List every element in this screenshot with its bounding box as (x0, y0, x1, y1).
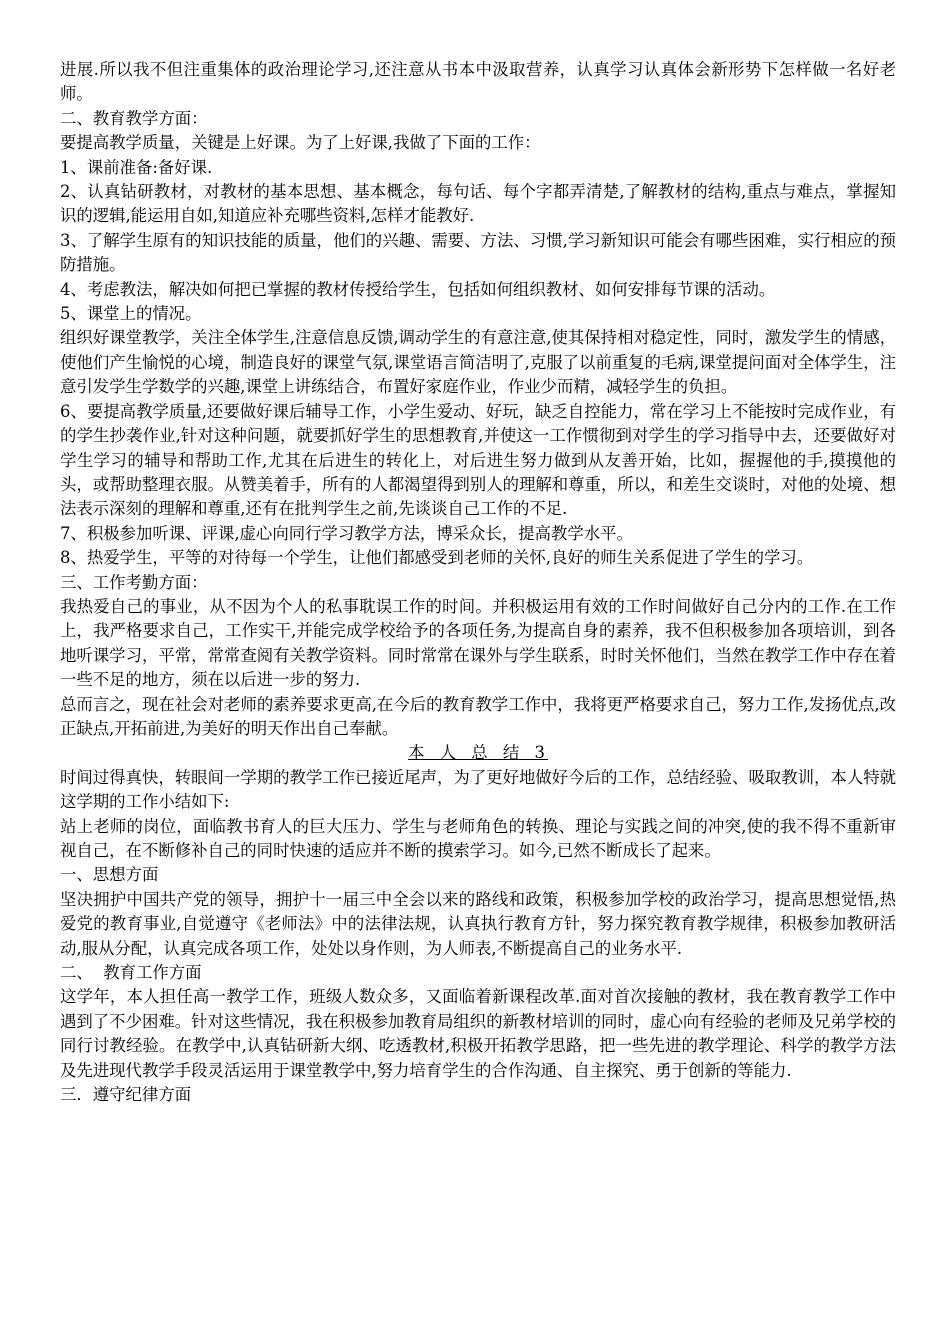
list-item-2: 2、认真钻研教材，对教材的基本思想、基本概念，每句话、每个字都弄清楚,了解教材的结构,重点与难点，掌握知识的逻辑,能运用自如,知道应补充哪些资料,怎样才能教好. (60, 182, 896, 226)
heading-attendance: 三、工作考勤方面： (60, 572, 208, 592)
paragraph-education-work: 这学年，本人担任高一教学工作，班级人数众多，又面临着新课程改革.面对首次接触的教材，我在教育教学工作中遇到了不少困难。针对这些情况，我在积极参加教育局组织的新教材培训的同时，虚心向有经验的老师及兄弟学校的同行讨教经验。在教学中,认真钻研新大纲、吃透教材,积极开拓教学思路，把一些先进的教学理论、科学的教学方法及先进现代教学手段灵活运用于课堂教学中,努力培育学生的合作沟通、自主探究、勇于创新的等能力. (60, 987, 896, 1080)
list-item-6: 6、要提高教学质量,还要做好课后辅导工作，小学生爱动、好玩，缺乏自控能力，常在学习上不能按时完成作业，有的学生抄袭作业,针对这种问题，就要抓好学生的思想教育,并使这一工作惯彻到对学生的学习指导中去，还要做好对学生学习的辅导和帮助工作,尤其在后进生的转化上，对后进生努力做到从友善开始，比如，握握他的手,摸摸他的头，或帮助整理衣服。从赞美着手，所有的人都渴望得到别人的理解和尊重，所以，和差生交谈时，对他的处境、想法表示深刻的理解和尊重,还有在批判学生之前,先谈谈自己工作的不足. (60, 401, 896, 519)
paragraph-teaching-intro: 要提高教学质量，关键是上好课。为了上好课,我做了下面的工作： (60, 133, 541, 153)
paragraph-intro-continuation: 进展.所以我不但注重集体的政治理论学习,还注意从书本中汲取营养，认真学习认真体会新形势下怎样做一名好老师。 (60, 60, 896, 104)
list-item-7: 7、积极参加听课、评课,虚心向同行学习教学方法，博采众长，提高教学水平。 (60, 523, 633, 543)
paragraph-ideology: 坚决拥护中国共产党的领导，拥护十一届三中全会以来的路线和政策，积极参加学校的政治学习，提高思想觉悟,热爱党的教育事业,自觉遵守《老师法》中的法律法规，认真执行教育方针，努力探究教育教学规律，积极参加教研活动,服从分配，认真完成各项工作，处处以身作则，为人师表,不断提高自己的业务水平. (60, 889, 896, 958)
heading-teaching: 二、教育教学方面： (60, 108, 208, 128)
heading-education-work: 二、 教育工作方面 (60, 963, 202, 983)
paragraph-summary-intro: 时间过得真快，转眼间一学期的教学工作已接近尾声，为了更好地做好今后的工作，总结经验、吸取教训，本人特就这学期的工作小结如下: (60, 767, 896, 812)
heading-discipline: 三．遵守纪律方面 (60, 1085, 192, 1105)
list-item-3: 3、了解学生原有的知识技能的质量，他们的兴趣、需要、方法、习惯,学习新知识可能会有哪些困难，实行相应的预防措施。 (60, 230, 896, 275)
list-item-4: 4、考虑教法，解决如何把已掌握的教材传授给学生，包括如何组织教材、如何安排每节课的活动。 (60, 279, 776, 299)
paragraph-summary-growth: 站上老师的岗位，面临教书育人的巨大压力、学生与老师角色的转换、理论与实践之间的冲突,使的我不得不重新审视自己，在不断修补自己的同时快速的适应并不断的摸索学习。如今,已然不断成长了起来。 (60, 816, 896, 860)
list-item-8: 8、热爱学生，平等的对待每一个学生，让他们都感受到老师的关怀,良好的师生关系促进了学生的学习。 (60, 548, 814, 568)
section-title: 本 人 总 结 3 (408, 743, 548, 763)
paragraph-classroom: 组织好课堂教学，关注全体学生,注意信息反馈,调动学生的有意注意,使其保持相对稳定性，同时，激发学生的情感，使他们产生愉悦的心境，制造良好的课堂气氛,课堂语言简洁明了,克服了以前重复的毛病,课堂提问面对全体学生，注意引发学生学数学的兴趣,课堂上讲练结合，布置好家庭作业，作业少而精，减轻学生的负担。 (60, 328, 896, 397)
paragraph-conclusion: 总而言之，现在社会对老师的素养要求更高,在今后的教育教学工作中，我将更严格要求自己，努力工作,发扬优点,改正缺点,开拓前进,为美好的明天作出自己奉献。 (60, 694, 896, 738)
document-page (60, 58, 896, 1107)
heading-ideology: 一、思想方面 (60, 865, 159, 885)
paragraph-attendance: 我热爱自己的事业，从不因为个人的私事耽误工作的时间。并积极运用有效的工作时间做好自己分内的工作.在工作上，我严格要求自己，工作实干,并能完成学校给予的各项任务,为提高自身的素养，我不但积极参加各项培训，到各地听课学习，平常，常常查阅有关教学资料。同时常常在课外与学生联系，时时关怀他们，当然在教学工作中存在着一些不足的地方，须在以后进一步的努力. (60, 596, 896, 690)
list-item-1: 1、课前准备:备好课. (60, 157, 213, 177)
list-item-5: 5、课堂上的情况。 (60, 304, 202, 324)
